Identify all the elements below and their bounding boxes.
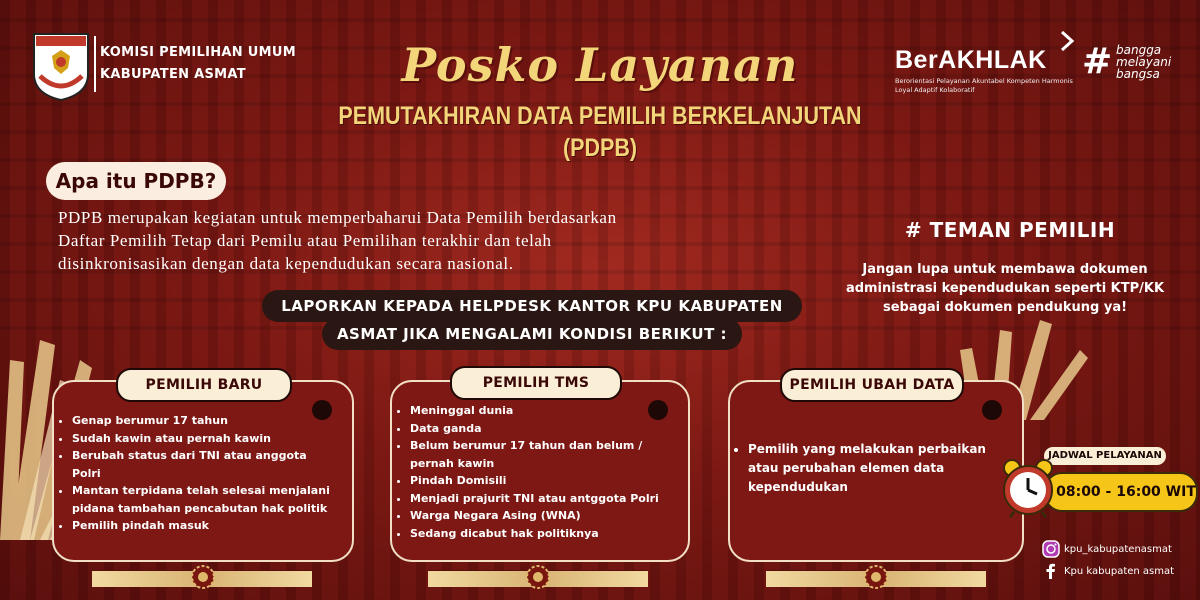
bangga-line3: bangsa — [1116, 67, 1160, 81]
berakhlak-tagline: Berorientasi Pelayanan Akuntabel Kompeten Harmonis Loyal Adaptif Kolaboratif — [895, 77, 1073, 94]
bangga-line2: melayani — [1116, 55, 1172, 69]
card-title-pemilih-tms: PEMILIH TMS — [450, 366, 622, 400]
teman-pemilih-text — [830, 260, 1180, 317]
page-subtitle — [325, 100, 875, 164]
card-pemilih-tms — [390, 380, 690, 562]
list-item: • Berubah status dari TNI atau anggota Polri — [72, 447, 332, 482]
banner-line2: ASMAT JIKA MENGALAMI KONDISI BERIKUT : — [336, 325, 728, 343]
org-line1: KOMISI PEMILIHAN UMUM — [100, 45, 296, 60]
teman-line3: sebagai dokumen pendukung ya! — [882, 300, 1128, 315]
card-list — [392, 402, 666, 542]
facebook-icon — [1042, 562, 1060, 580]
list-item: • Sudah kawin atau pernah kawin — [72, 430, 332, 448]
list-item: • Meninggal dunia — [410, 402, 666, 420]
card-pemilih-baru — [52, 380, 354, 562]
list-item: • Warga Negara Asing (WNA) — [410, 507, 666, 525]
instagram-handle-text: kpu_kabupatenasmat — [1064, 543, 1172, 555]
banner-line1: LAPORKAN KEPADA HELPDESK KANTOR KPU KABUPATEN — [281, 297, 783, 315]
instagram-handle[interactable] — [1042, 540, 1172, 558]
subtitle-line1: PEMUTAKHIRAN DATA PEMILIH BERKELANJUTAN — [338, 102, 862, 130]
subtitle-line2: (PDPB) — [562, 134, 638, 162]
card-list — [730, 440, 1010, 497]
page-title: Posko Layanan — [401, 38, 799, 92]
list-item: • Data ganda — [410, 420, 666, 438]
berakhlak-logo — [895, 46, 1075, 95]
berakhlak-wordmark: BerAKHLAK — [895, 46, 1047, 74]
list-item: • Pemilih pindah masuk — [72, 517, 332, 535]
about-description — [58, 206, 758, 275]
schedule-time-bar — [1044, 472, 1198, 512]
teman-line2: administrasi kependudukan seperti KTP/KK — [845, 281, 1165, 296]
medal-icon — [525, 564, 551, 590]
card-title-pemilih-baru: PEMILIH BARU — [116, 368, 292, 402]
medal-icon — [863, 564, 889, 590]
schedule-label: JADWAL PELAYANAN — [1044, 447, 1166, 465]
list-item: • Belum berumur 17 tahun dan belum / pernah kawin — [410, 437, 666, 472]
alarm-clock-icon — [1000, 458, 1056, 518]
list-item: • Menjadi prajurit TNI atau antggota Polri — [410, 490, 666, 508]
medal-icon — [190, 564, 216, 590]
schedule-time: 08:00 - 16:00 WIT — [1056, 484, 1196, 500]
list-item: • Pemilih yang melakukan perbaikan atau perubahan elemen data kependudukan — [748, 440, 1010, 497]
list-item: • Pindah Domisili — [410, 472, 666, 490]
chevron-right-icon — [1058, 30, 1078, 52]
org-line2: KABUPATEN ASMAT — [100, 67, 246, 82]
about-line2: Daftar Pemilih Tetap dari Pemilu atau Pemilihan terakhir dan telah — [58, 231, 552, 250]
facebook-handle-text: Kpu kabupaten asmat — [1064, 565, 1175, 577]
card-dot — [648, 400, 668, 420]
teman-line1: Jangan lupa untuk membawa dokumen — [862, 262, 1148, 277]
card-pemilih-ubah-data — [728, 380, 1024, 562]
card-dot — [312, 400, 332, 420]
list-item: • Genap berumur 17 tahun — [72, 412, 332, 430]
helpdesk-banner — [262, 290, 802, 352]
list-item: • Sedang dicabut hak politiknya — [410, 525, 666, 543]
instagram-icon — [1042, 540, 1060, 558]
facebook-handle[interactable] — [1042, 562, 1174, 580]
card-list — [54, 412, 332, 535]
card-dot — [982, 400, 1002, 420]
list-item: • Mantan terpidana telah selesai menjalani pidana tambahan pencabutan hak politik — [72, 482, 332, 517]
about-heading: Apa itu PDPB? — [46, 162, 226, 200]
bangga-line1: bangga — [1116, 43, 1162, 57]
hashtag-icon: # — [1082, 41, 1113, 82]
teman-pemilih-title: # TEMAN PEMILIH — [904, 218, 1116, 242]
about-line3: disinkronisasikan dengan data kependudukan secara nasional. — [58, 254, 514, 273]
about-line1: PDPB merupakan kegiatan untuk memperbaharui Data Pemilih berdasarkan — [58, 208, 617, 227]
card-title-pemilih-ubah-data: PEMILIH UBAH DATA — [780, 368, 964, 402]
